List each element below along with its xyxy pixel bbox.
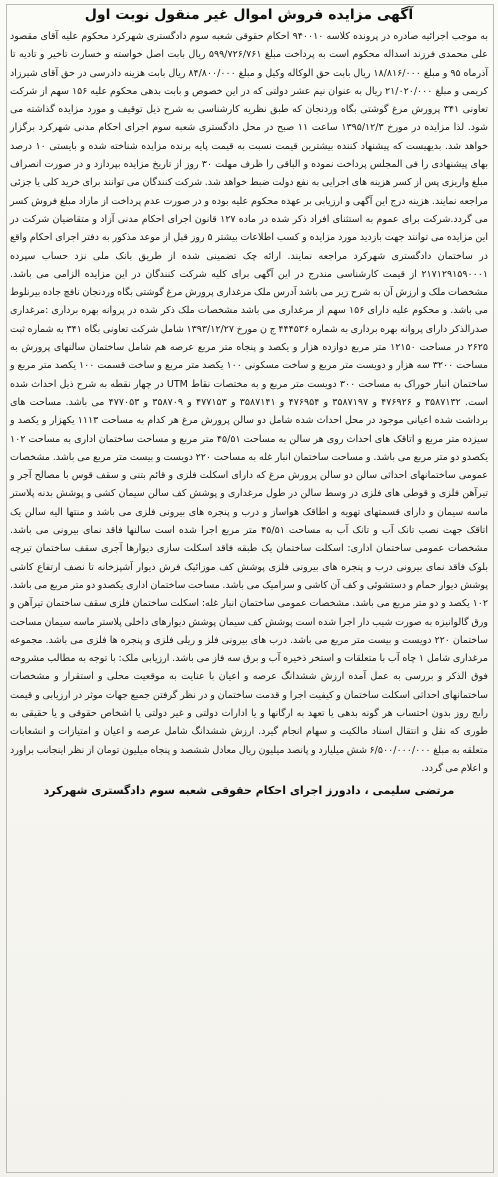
notice-body: به موجب اجرائیه صادره در پرونده کلاسه ۹۴۰۰۱۰ احکام حقوقی شعبه سوم دادگستری شهرکرد محکوم علیه آقای مقصود علی محمدی فرزند اسداله محکوم است به پرداخت مبلغ ۵۹۹/۷۲۶/۷۶۱ ریال بابت اصل خواسته و خسارت تاخیر و تادیه تا آذرماه ۹۵ و مبلغ ۱۸/۸۱۶/۰۰۰ ریال بابت حق الوکاله وکیل و مبلغ ۸۴/۸۰۰/۰۰۰ ریال بابت هزینه دادرسی در حق آقای شیرزاد کریمی و مبلغ ۲۱/۰۲۰/۰۰۰ ریال به عنوان نیم عشر دولتی که در این خصوص و بابت بدهی محکوم علیه ۱۵۶ سهم از شرکت تعاونی ۳۴۱ پرورش مرغ گوشتی بگاه وردنجان که طبق نظریه کارشناسی به شرح ذیل توقیف و مورد مزایده گذاشته می شود. لذا مزایده در مورخ ۱۳۹۵/۱۲/۳ ساعت ۱۱ صبح در محل دادگستری شعبه سوم اجرای احکام مدنی شهرکرد برگزار خواهد شد. بدیهیست که پیشنهاد کننده بیشترین قیمت نسبت به قیمت پایه برنده مزایده شناخته شده و بایستی ۱۰ درصد بهای پیشنهادی را فی المجلس پرداخت نموده و الباقی را ظرف مهلت ۳۰ روز از تاریخ مزایده بپردازد و در صورت انصراف مبلغ واریزی پس از کسر هزینه های اجرایی به نفع دولت ضبط خواهد شد. شرکت کنندگان می توانند برای خرید کلی یا جزئی مراجعه نمایند. هزینه درج این آگهی و ارزیابی بر عهده محکوم علیه بوده و در صورت عدم پرداخت از مازاد مبلغ فروش کسر می گردد.شرکت برای عموم به استثنای افراد ذکر شده در ماده ۱۲۷ قانون اجرای احکام مدنی آزاد و متقاضیان شرکت در این مزایده می توانند جهت بازدید مورد مزایده و کسب اطلاعات بیشتر ۵ روز قبل از موعد مذکور به دفتر اجرای احکام واقع در ساختمان دادگستری شهرکرد مراجعه نمایند. ارائه چک تضمینی شده از طریق بانک ملی نزد حساب سپرده ۲۱۷۱۲۹۱۵۹۰۰۰۱ از قیمت کارشناسی مندرج در این آگهی برای کلیه شرکت کنندگان در این مزایده الزامی می باشد. مشخصات ملک و ارزش آن به شرح زیر می باشد آدرس ملک مرغداری پرورش مرغ گوشتی بگاه وردنجان نافچ جاده بیرنلوط می باشد. و محکوم علیه دارای ۱۵۶ سهم از مرغداری می باشد مشخصات ملک ذکر شده در پروانه بهره برداری :مرغداری صدرالذکر دارای پروانه بهره برداری به شماره ۴۴۴۵۳۶ ج ن مورخ ۱۳۹۳/۱۲/۲۷ شامل شرکت تعاونی بگاه ۳۴۱ به شماره ثبت ۲۶۲۵ در مساحت ۱۲۱۵۰ متر مربع دوازده هزار و یکصد و پنجاه متر مربع عرصه هم شامل ساختمان سالنهای پرورش به مساحت ۳۲۰۰ سه هزار و دویست متر مربع و ساخت مسکونی ۱۰۰ یکصد متر مربع و ساخت قسمت ۱۰۰ یکصد متر مربع و ساختمان انبار خوراک به مساحت ۳۰۰ دویست متر مربع و به مختصات نقاط UTM در چهار نقطه به شرح ذیل احداث شده است. ۳۵۸۷۱۳۲ و ۴۷۶۹۲۶ و ۳۵۸۷۱۹۷ و ۴۷۶۹۵۴ و ۳۵۸۷۱۴۱ و ۴۷۷۱۵۳ و ۳۵۸۷۰۹ و ۴۷۷۰۵۳ می باشد. مساحت های برداشت شده اعیانی موجود در محل احداث شده شامل دو سالن پرورش مرغ هر کدام به مساحت ۱۱۱۳ یکهزار و یکصد و سیزده متر مربع و اتاقک های احداث روی هر سالن به مساحت ۴۵/۵۱ متر مربع و مساحت ساختمان اداری به مساحت ۱۰۲ یکصدو دو متر مربع می باشد. و مساحت ساختمان انبار غله به مساحت ۲۲۰ دویست و بیست متر مربع می باشد. مشخصات عمومی ساختمانهای احداثی سالن دو سالن پرورش مرغ که دارای اسکلت فلزی و قائم بتنی و سقف قوس با مصالح آجر و تیرآهن فلزی و قوطی های فلزی در وسط سالن در طول مرغداری و پوشش کف سالن سیمان کشی و پوشش بدنه پلاستر ماسه سیمان و دارای قسمتهای تهویه و اطاقک هواساز و درب و پنجره های بیرونی فلزی می باشد و منتها الیه سالن یک اتاقک جهت نصب تانک آب و تانک آب به مساحت ۴۵/۵۱ متر مربع اجرا شده است سالنها فاقد نمای بیرونی می باشد. مشخصات عمومی ساختمان اداری: اسکلت ساختمان یک طبقه فاقد اسکلت سازی دیوارها آجری سقف ساختمان تیرچه بلوک فاقد نمای بیرونی درب و پنجره های بیرونی فلزی پوشش کف موزائیک فرش دیوار آشپزخانه تا نصف ارتفاع کاشی پوشش دیوار حمام و دستشوئی و کف آن کاشی و سرامیک می باشد. مساحت ساختمان اداری یکصدو دو متر مربع می باشد. ۱۰۲ یکصد و دو متر مربع می باشد. مشخصات عمومی ساختمان انبار غله: اسکلت ساختمان فلزی سقف ساختمان تیرآهن و ورق گالوانیزه به صورت شیب دار اجرا شده است پوشش کف سیمان پوشش دیوارهای داخلی پلاستر ماسه سیمان مساحت ساختمان ۲۲۰ دویست و بیست متر مربع می باشد. درب های بیرونی فلز و ریلی فلزی و پنجره ها فلزی می باشد. مجموعه مرغداری شامل ۱ چاه آب با متعلقات و استخر ذخیره آب و برق سه فاز می باشد. ارزیابی ملک: با توجه به مطالب مشروحه فوق الذکر و بررسی به عمل آمده ارزش ششدانگ عرصه و اعیان با عنایت به موقعیت محلی و استقرار و مشخصات ساختمانهای احداثی اسکلت ساختمان و کیفیت اجرا و قدمت ساختمان و در نظر گرفتن جمیع جهات موثر در ارزیابی و قیمت رایج روز بدون احتساب هر گونه بدهی یا تعهد به ارگانها و یا ادارات دولتی و غیر دولتی یا اشخاص حقوقی و یا حقیقی به طوری که نقل و انتقال اسناد مالکیت و سهام انجام گیرد. ارزش ششدانگ شامل عرصه و اعیان و امتیازات و انشعابات متعلقه به مبلغ ۶/۵۰۰/۰۰۰/۰۰۰ شش میلیارد و پانصد میلیون ریال معادل ششصد و پنجاه میلیون تومان از نظر اینجانب براورد و اعلام می گردد. bbox=[10, 31, 489, 774]
notice-signature: مرتضی سلیمی ، دادورز اجرای احکام حقوقی شعبه سوم دادگستری شهرکرد bbox=[43, 784, 455, 798]
notice-title: آگهی مزایده فروش اموال غیر منقول نوبت اول bbox=[84, 7, 414, 23]
